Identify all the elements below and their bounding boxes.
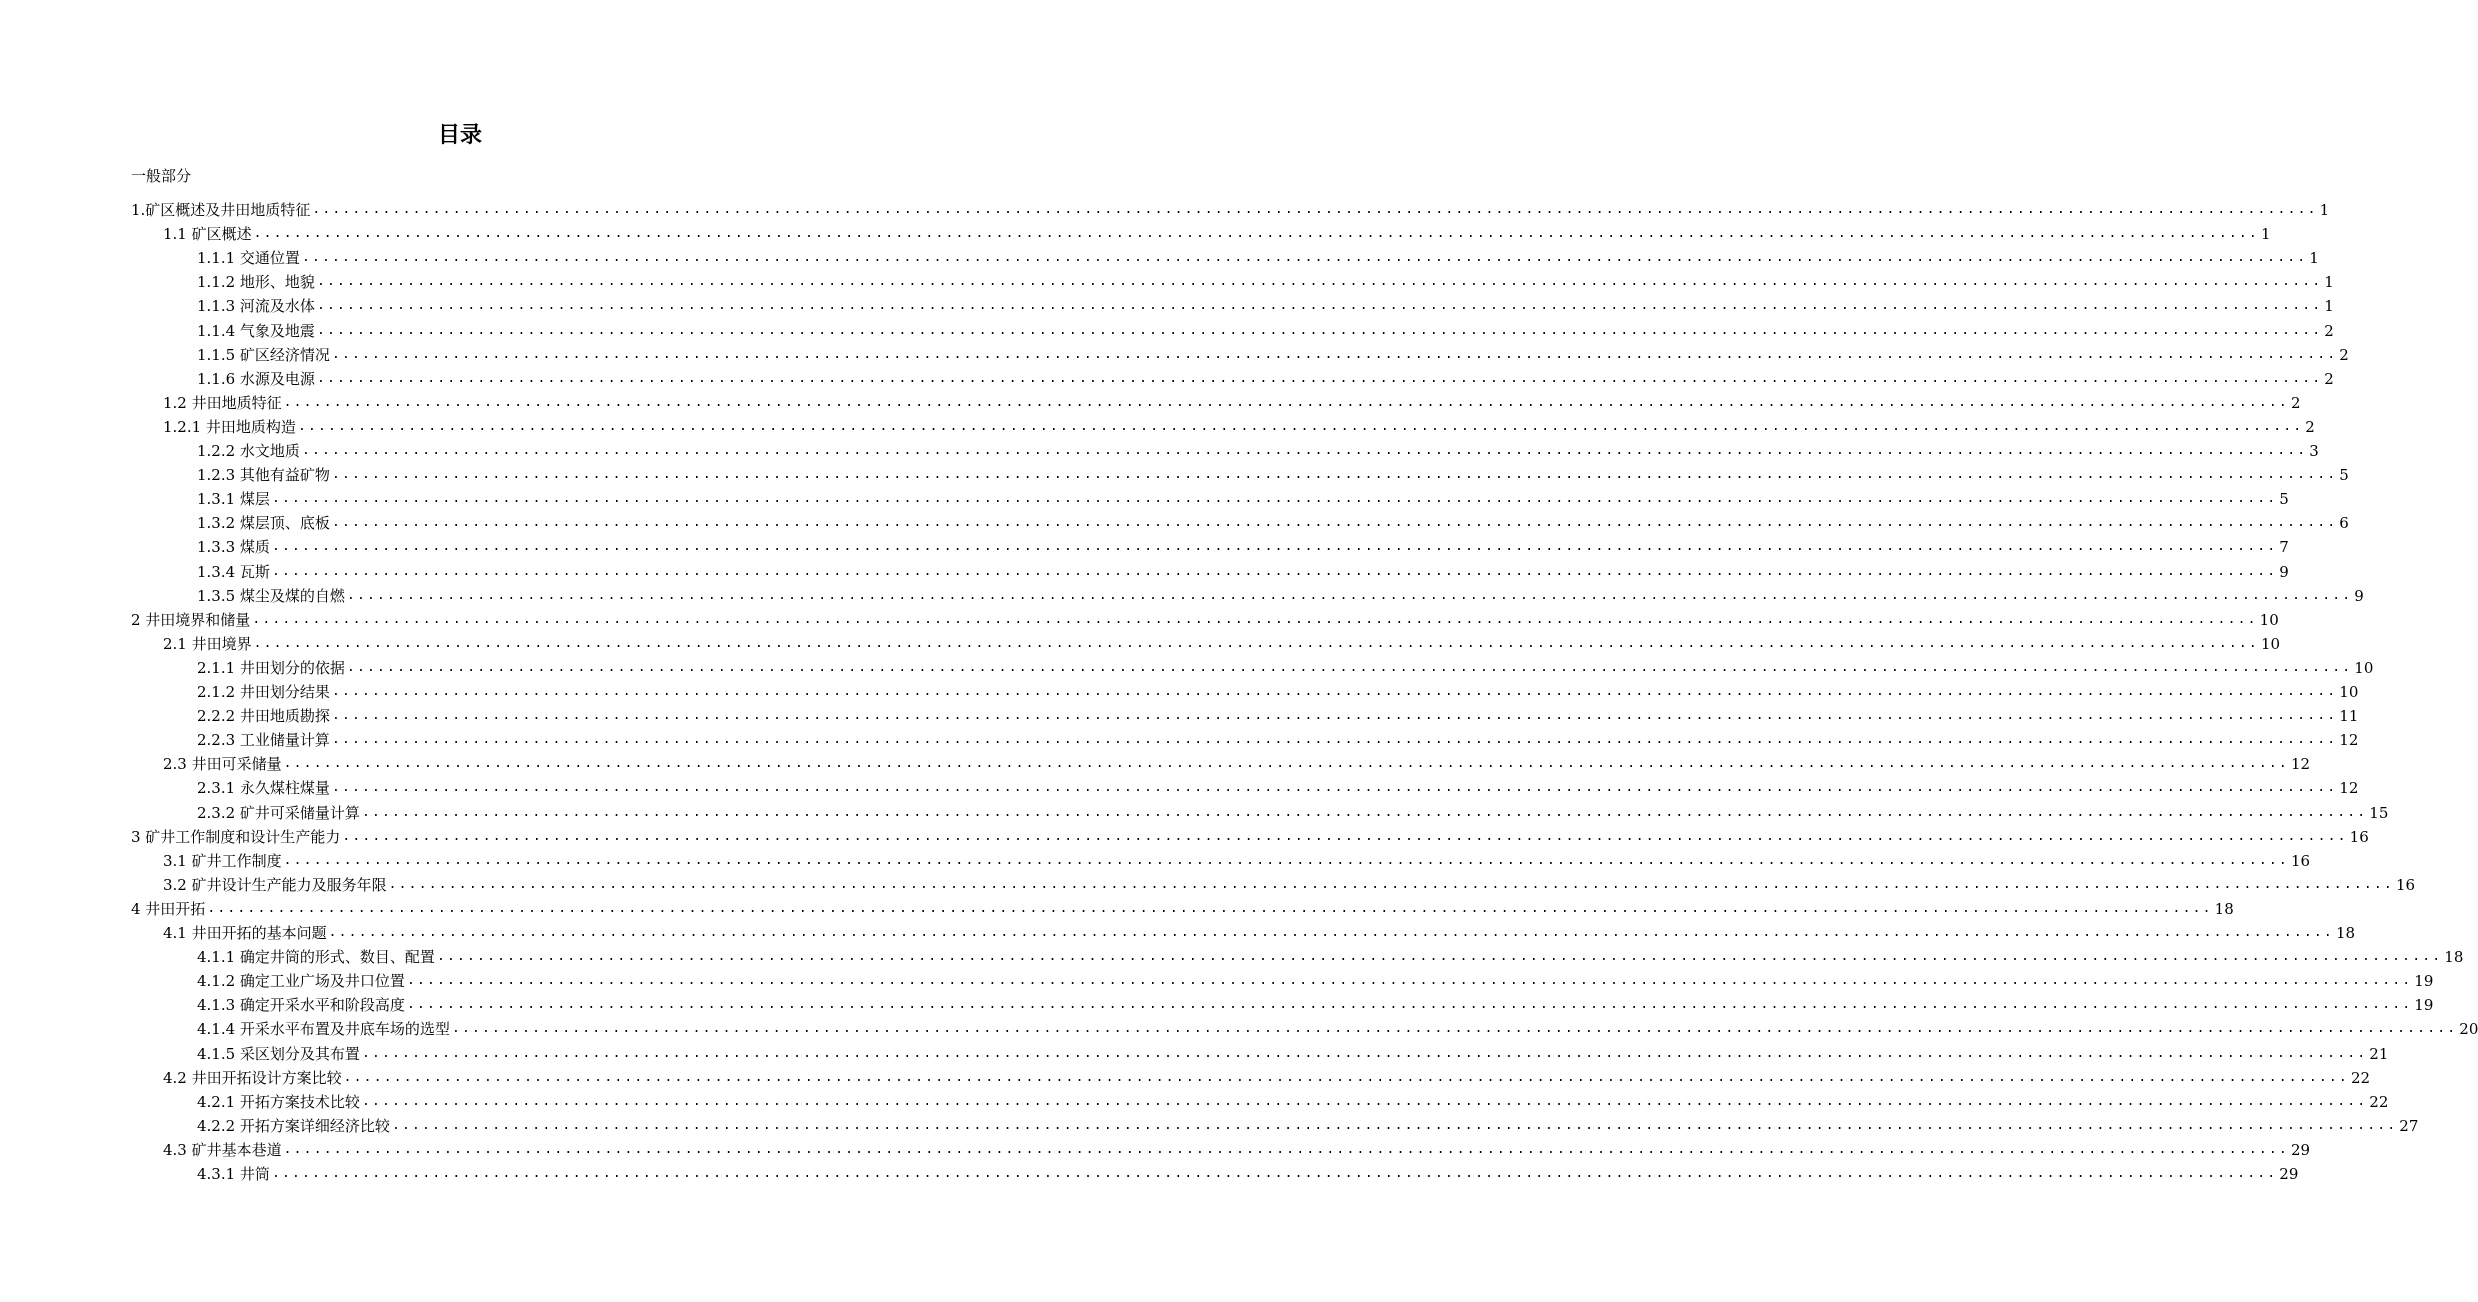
toc-entry-label: 2.3.1 永久煤柱煤量: [197, 779, 330, 798]
toc-entry[interactable]: [197, 558, 2289, 582]
toc-entry-label: 1.3.2 煤层顶、底板: [197, 514, 330, 533]
toc-entry[interactable]: [197, 437, 2319, 461]
toc-leader-dots: ........................................................................................................................................................................................................: [391, 1117, 2398, 1133]
toc-entry-page: 16: [2395, 875, 2416, 894]
toc-entry[interactable]: [197, 341, 2349, 365]
toc-entry-page: 3: [2309, 442, 2319, 460]
toc-entry[interactable]: [197, 1015, 2478, 1039]
toc-entry-label: 4.3.1 井筒: [197, 1165, 270, 1183]
toc-leader-dots: ........................................................................................................................................................................................................: [331, 732, 2338, 748]
toc-entry[interactable]: [163, 413, 2315, 437]
toc-entry-page: 12: [2339, 731, 2359, 750]
toc-leader-dots: ........................................................................................................................................................................................................: [331, 346, 2338, 362]
toc-entry[interactable]: [197, 582, 2364, 606]
toc-leader-dots: ........................................................................................................................................................................................................: [361, 804, 2368, 820]
toc-leader-dots: ........................................................................................................................................................................................................: [312, 202, 2318, 217]
toc-entry[interactable]: [131, 823, 2369, 847]
toc-entry-label: 1.1.4 气象及地震: [197, 321, 315, 340]
toc-entry-label: 1.2.2 水文地质: [197, 442, 300, 460]
toc-entry[interactable]: [163, 919, 2356, 943]
toc-entry-page: 29: [2279, 1165, 2299, 1183]
toc-entry[interactable]: [197, 991, 2434, 1015]
toc-entry-page: 18: [2214, 899, 2234, 918]
toc-leader-dots: ........................................................................................................................................................................................................: [331, 708, 2338, 724]
toc-entry-label: 1.3.1 煤层: [197, 490, 270, 509]
toc-entry-page: 2: [2324, 369, 2334, 388]
toc-entry-label: 2.3.2 矿井可采储量计算: [197, 803, 360, 822]
toc-entry-label: 4.2.1 开拓方案技术比较: [197, 1092, 360, 1111]
toc-entry-page: 22: [2350, 1068, 2371, 1087]
toc-entry-page: 2: [2305, 417, 2315, 436]
toc-entry[interactable]: [197, 1088, 2389, 1112]
toc-entry[interactable]: [197, 292, 2334, 316]
toc-leader-dots: ........................................................................................................................................................................................................: [316, 322, 2323, 338]
toc-entry[interactable]: [197, 799, 2389, 823]
section-label: 一般部分: [131, 167, 192, 185]
toc-entry-page: 9: [2279, 562, 2289, 581]
toc-entry-page: 7: [2279, 538, 2289, 557]
toc-entry-page: 12: [2290, 755, 2311, 774]
toc-leader-dots: ........................................................................................................................................................................................................: [346, 587, 2353, 603]
toc-leader-dots: ........................................................................................................................................................................................................: [283, 756, 2289, 772]
toc-leader-dots: ........................................................................................................................................................................................................: [331, 780, 2338, 796]
toc-entry[interactable]: [197, 678, 2359, 702]
toc-entry[interactable]: [197, 1160, 2299, 1184]
toc-leader-dots: ........................................................................................................................................................................................................: [297, 418, 2304, 434]
toc-entry-page: 1: [2319, 201, 2330, 219]
toc-leader-dots: ........................................................................................................................................................................................................: [253, 226, 2259, 242]
toc-leader-dots: ........................................................................................................................................................................................................: [436, 949, 2443, 965]
toc-entry[interactable]: [197, 268, 2334, 292]
toc-entry-page: 2: [2339, 345, 2349, 364]
toc-entry[interactable]: [163, 1136, 2311, 1160]
toc-entry-label: 4.2 井田开拓设计方案比较: [163, 1068, 342, 1087]
toc-leader-dots: ........................................................................................................................................................................................................: [406, 997, 2413, 1013]
toc-entry-page: 6: [2339, 514, 2349, 533]
toc-entry-label: 4.2.2 开拓方案详细经济比较: [197, 1116, 390, 1135]
toc-entry-label: 3.1 矿井工作制度: [163, 851, 282, 870]
toc-entry-label: 4.1.5 采区划分及其布置: [197, 1044, 360, 1063]
toc-entry-page: 27: [2399, 1116, 2419, 1135]
toc-entry-label: 4.3 矿井基本巷道: [163, 1140, 282, 1159]
toc-entry-page: 19: [2414, 972, 2434, 991]
toc-leader-dots: ........................................................................................................................................................................................................: [331, 515, 2338, 531]
toc-entry-label: 1.1.3 河流及水体: [197, 297, 315, 316]
toc-entry-label: 1.3.3 煤质: [197, 538, 270, 557]
toc-entry-label: 1.1.1 交通位置: [197, 249, 300, 268]
toc-entry-page: 21: [2369, 1044, 2389, 1063]
toc-entry-page: 1: [2324, 273, 2334, 292]
toc-entry[interactable]: [163, 630, 2281, 654]
toc-leader-dots: ........................................................................................................................................................................................................: [316, 370, 2323, 386]
toc-leader-dots: ........................................................................................................................................................................................................: [283, 1141, 2289, 1157]
toc-entry-page: 1: [2309, 249, 2319, 268]
toc-leader-dots: ........................................................................................................................................................................................................: [328, 925, 2334, 940]
toc-entry-page: 10: [2339, 683, 2359, 701]
toc-entry-page: 20: [2459, 1020, 2478, 1039]
toc-entry-page: 2: [2290, 393, 2301, 412]
toc-entry[interactable]: [197, 533, 2289, 557]
toc-entry-label: 4.1.3 确定开采水平和阶段高度: [197, 996, 405, 1015]
toc-leader-dots: ........................................................................................................................................................................................................: [388, 876, 2394, 892]
page-title: 目录: [437, 123, 482, 148]
toc-entry-label: 4.1.1 确定井筒的形式、数目、配置: [197, 948, 435, 967]
toc-entry-page: 18: [2335, 924, 2356, 942]
toc-entry-page: 12: [2339, 779, 2359, 798]
toc-leader-dots: ........................................................................................................................................................................................................: [361, 1045, 2368, 1061]
toc-entry-label: 1.矿区概述及井田地质特征: [131, 201, 311, 219]
toc-entry-page: 1: [2324, 297, 2334, 316]
toc-entry-label: 2.2.2 井田地质勘探: [197, 707, 330, 726]
toc-entry-label: 2 井田境界和储量: [131, 610, 251, 629]
toc-entry-page: 22: [2369, 1092, 2389, 1111]
toc-entry-label: 2.2.3 工业储量计算: [197, 731, 330, 750]
toc-entry-page: 10: [2260, 634, 2281, 653]
toc-entry[interactable]: [197, 943, 2464, 967]
toc-entry-page: 19: [2414, 996, 2434, 1015]
toc-entry[interactable]: [197, 461, 2349, 485]
toc-entry-label: 1.1 矿区概述: [163, 225, 252, 244]
toc-entry[interactable]: [131, 606, 2279, 630]
toc-leader-dots: ........................................................................................................................................................................................................: [316, 298, 2323, 314]
toc-entry[interactable]: [131, 196, 2330, 220]
toc-leader-dots: ........................................................................................................................................................................................................: [331, 467, 2338, 483]
toc-entry[interactable]: [197, 967, 2434, 991]
toc-entry-page: 9: [2354, 586, 2364, 605]
toc-leader-dots: ........................................................................................................................................................................................................: [331, 684, 2338, 699]
toc-entry-label: 3.2 矿井设计生产能力及服务年限: [163, 875, 387, 894]
toc-leader-dots: ........................................................................................................................................................................................................: [406, 973, 2413, 989]
toc-leader-dots: ........................................................................................................................................................................................................: [283, 852, 2289, 868]
toc-entry[interactable]: [163, 750, 2311, 774]
toc-entry-page: 1: [2260, 225, 2271, 244]
toc-entry[interactable]: [197, 317, 2334, 341]
toc-entry[interactable]: [197, 654, 2374, 678]
toc-entry-label: 4 井田开拓: [131, 899, 206, 918]
toc-leader-dots: ........................................................................................................................................................................................................: [316, 274, 2323, 290]
toc-leader-dots: ........................................................................................................................................................................................................: [301, 250, 2308, 266]
toc-leader-dots: ........................................................................................................................................................................................................: [252, 611, 2258, 627]
toc-leader-dots: ........................................................................................................................................................................................................: [346, 659, 2353, 675]
toc-entry-label: 2.3 井田可采储量: [163, 755, 282, 774]
toc-leader-dots: ........................................................................................................................................................................................................: [342, 828, 2348, 844]
toc-entry[interactable]: [163, 220, 2271, 244]
toc-entry-page: 15: [2369, 803, 2389, 822]
toc-entry[interactable]: [163, 389, 2301, 413]
toc-entry-label: 2.1.1 井田划分的依据: [197, 658, 345, 677]
toc-leader-dots: ........................................................................................................................................................................................................: [301, 443, 2308, 458]
toc-entry-label: 4.1.4 开采水平布置及井底车场的选型: [197, 1020, 450, 1039]
toc-entry[interactable]: [163, 1064, 2371, 1088]
toc-entry[interactable]: [197, 485, 2289, 509]
toc-leader-dots: ........................................................................................................................................................................................................: [451, 1021, 2458, 1037]
toc-entry[interactable]: [163, 871, 2416, 895]
toc-entry-page: 11: [2339, 707, 2359, 726]
toc-entry[interactable]: [197, 365, 2334, 389]
toc-leader-dots: ........................................................................................................................................................................................................: [207, 900, 2213, 916]
toc-entry-label: 2.1 井田境界: [163, 634, 252, 653]
toc-entry-label: 1.2 井田地质特征: [163, 393, 282, 412]
toc-entry-label: 1.1.2 地形、地貌: [197, 273, 315, 292]
toc-leader-dots: ........................................................................................................................................................................................................: [253, 635, 2259, 651]
toc-entry[interactable]: [197, 1040, 2389, 1064]
toc-leader-dots: ........................................................................................................................................................................................................: [271, 563, 2278, 579]
toc-entry[interactable]: [197, 244, 2319, 268]
toc-entry[interactable]: [197, 509, 2349, 533]
toc-entry-label: 4.1 井田开拓的基本问题: [163, 924, 327, 942]
toc-entry-label: 3 矿井工作制度和设计生产能力: [131, 827, 341, 846]
toc-entry[interactable]: [197, 1112, 2419, 1136]
toc-entry-label: 1.2.1 井田地质构造: [163, 417, 296, 436]
toc-leader-dots: ........................................................................................................................................................................................................: [361, 1093, 2368, 1109]
toc-entry-page: 16: [2349, 827, 2369, 846]
toc-entry[interactable]: [197, 702, 2359, 726]
toc-entry[interactable]: [197, 774, 2359, 798]
toc-entry-page: 10: [2354, 658, 2374, 677]
toc-entry-label: 1.3.4 瓦斯: [197, 562, 270, 581]
toc-entry[interactable]: [197, 726, 2359, 750]
toc-entry-page: 16: [2290, 851, 2311, 870]
toc-leader-dots: ........................................................................................................................................................................................................: [343, 1069, 2349, 1085]
toc-entry-page: 5: [2339, 466, 2349, 485]
toc-entry-label: 4.1.2 确定工业广场及井口位置: [197, 972, 405, 991]
toc-entry-label: 1.1.5 矿区经济情况: [197, 345, 330, 364]
toc-entry-label: 1.1.6 水源及电源: [197, 369, 315, 388]
toc-entry-page: 5: [2279, 490, 2289, 509]
toc-entry-label: 2.1.2 井田划分结果: [197, 683, 330, 701]
toc-leader-dots: ........................................................................................................................................................................................................: [283, 394, 2289, 410]
toc-entry[interactable]: [163, 847, 2311, 871]
toc-entry-page: 10: [2259, 610, 2279, 629]
toc-entry-label: 1.2.3 其他有益矿物: [197, 466, 330, 485]
toc-leader-dots: ........................................................................................................................................................................................................: [271, 539, 2278, 555]
toc-entry-label: 1.3.5 煤尘及煤的自燃: [197, 586, 345, 605]
toc-leader-dots: ........................................................................................................................................................................................................: [271, 491, 2278, 507]
toc-entry[interactable]: [131, 895, 2234, 919]
toc-entry-page: 29: [2290, 1140, 2311, 1159]
toc-entry-page: 18: [2444, 948, 2464, 967]
toc-entry-page: 2: [2324, 321, 2334, 340]
toc-leader-dots: ........................................................................................................................................................................................................: [271, 1166, 2278, 1181]
